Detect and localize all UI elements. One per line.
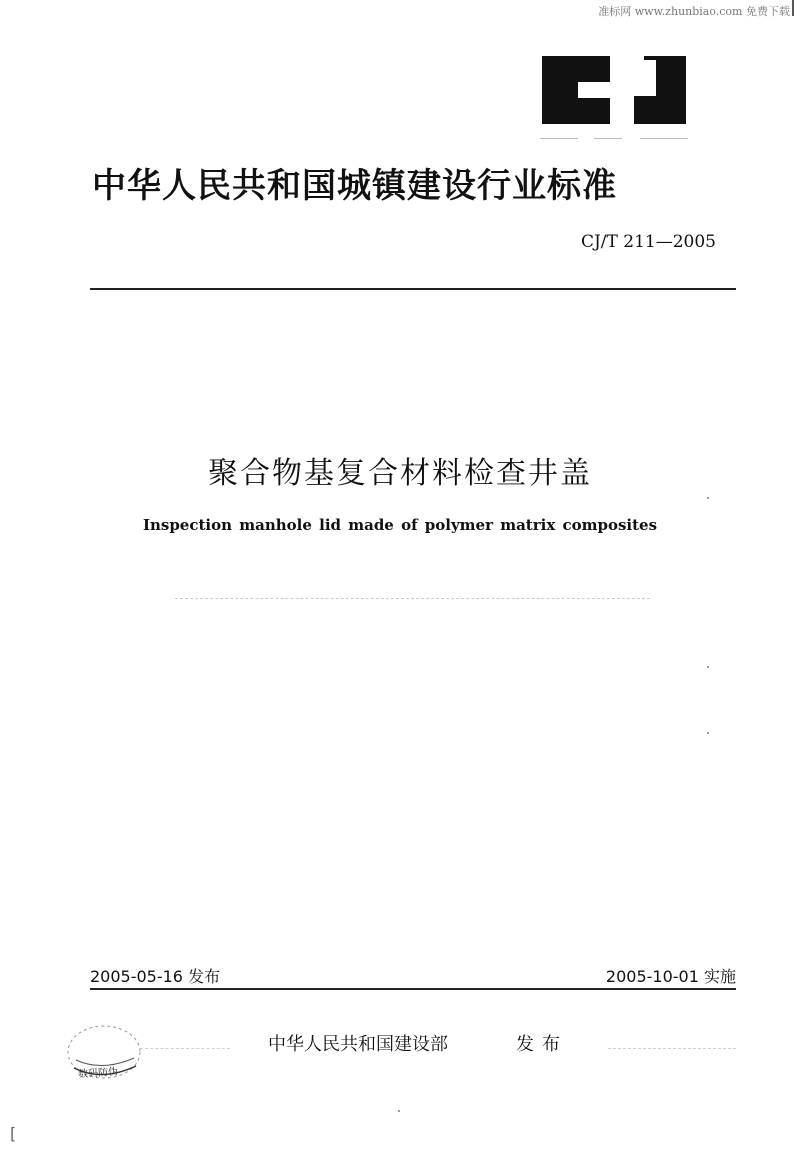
logo-letter-c	[542, 56, 610, 124]
footer-divider	[90, 988, 736, 990]
logo-underline	[540, 138, 578, 139]
cj-logo	[538, 52, 698, 128]
watermark-edge-bar	[792, 0, 794, 16]
header-divider	[90, 288, 736, 290]
document-title-en: Inspection manhole lid made of polymer matrix composites	[142, 516, 658, 534]
issuing-authority: 中华人民共和国建设部	[268, 1034, 448, 1055]
implementation-date: 2005-10-01 实施	[605, 967, 736, 986]
issue-date: 2005-05-16 发布	[90, 967, 221, 986]
title-dashed-rule	[175, 598, 650, 599]
faint-dashed-rule	[140, 1048, 230, 1049]
faint-dashed-rule	[608, 1048, 736, 1049]
standard-number: CJ/T 211—2005	[580, 232, 716, 252]
logo-underline	[640, 138, 688, 139]
site-watermark: 准标网 www.zhunbiao.com 免费下载	[598, 5, 790, 18]
standard-category-title: 中华人民共和国城镇建设行业标准	[92, 166, 617, 206]
scan-speck	[707, 666, 709, 668]
document-title-zh: 聚合物基复合材料检查井盖	[208, 456, 592, 491]
scan-speck	[707, 497, 709, 499]
stamp-text: 数码防伪	[77, 1066, 119, 1081]
scan-speck	[707, 732, 709, 734]
issue-label: 发布	[516, 1034, 568, 1055]
logo-underline	[594, 138, 622, 139]
scan-speck	[398, 1110, 400, 1112]
scan-edge-mark: [	[10, 1124, 17, 1143]
logo-letter-j	[634, 56, 686, 124]
anti-counterfeit-stamp	[62, 1020, 152, 1090]
